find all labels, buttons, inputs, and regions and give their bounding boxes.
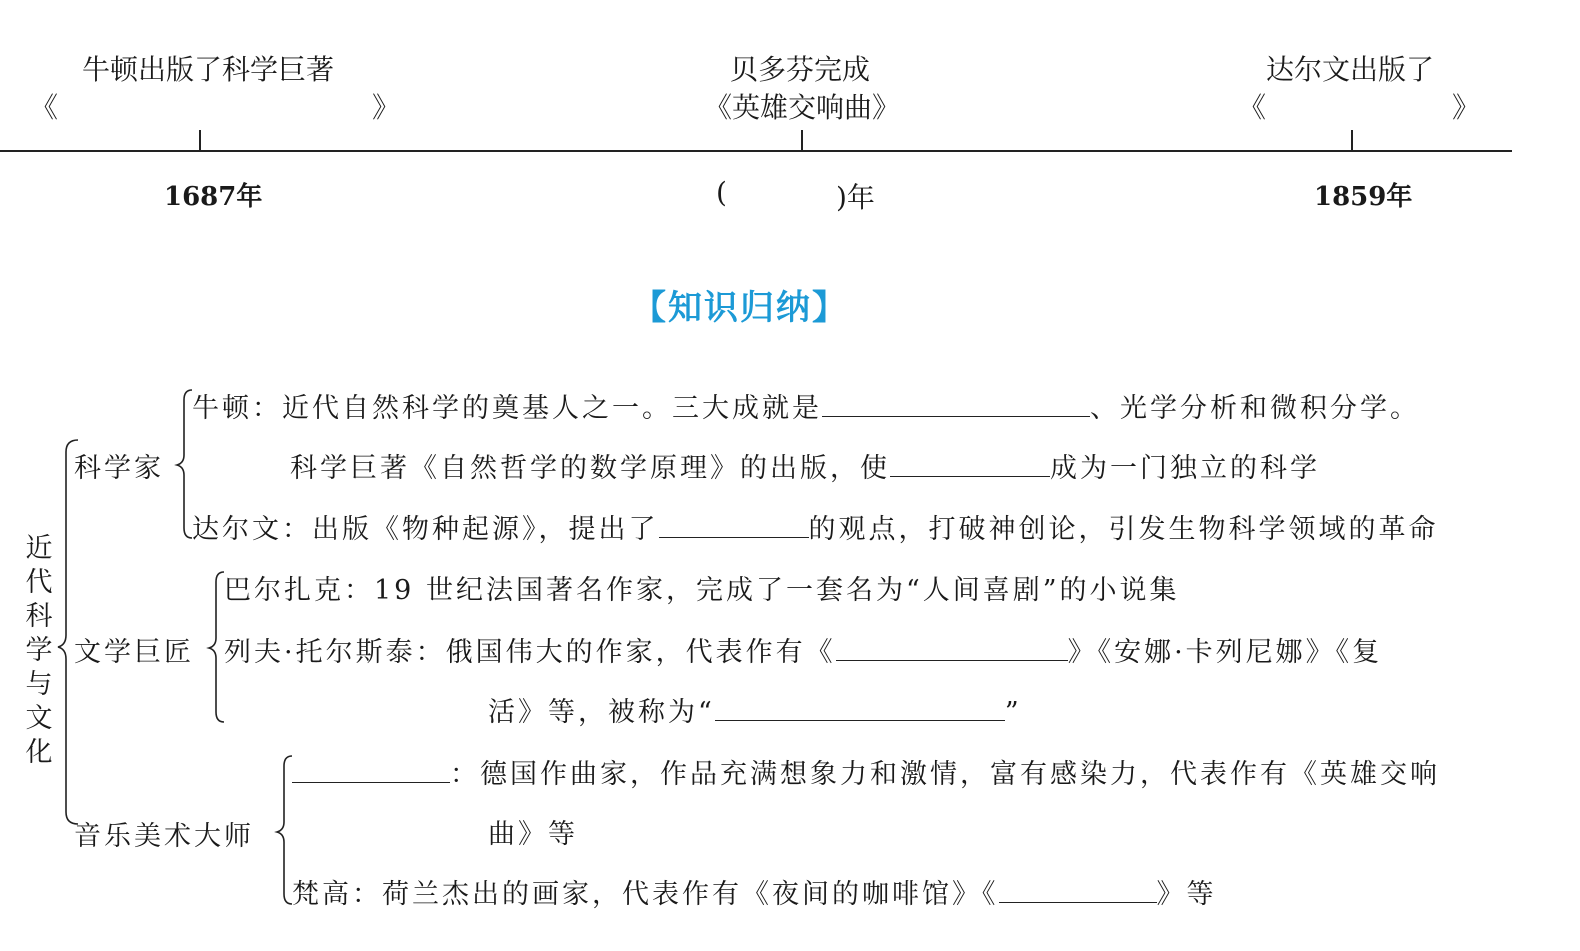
event-1-label: 牛顿出版了科学巨著 bbox=[82, 53, 335, 86]
literature-brace bbox=[209, 572, 224, 722]
tolstoy-line-2: 活》等，被称为“ ” bbox=[488, 690, 1022, 729]
beethoven-line-1: ：德国作曲家，作品充满想象力和激情，富有感染力，代表作有《英雄交响 bbox=[292, 752, 1440, 791]
balzac-line: 巴尔扎克：19 世纪法国著名作家，完成了一套名为“人间喜剧”的小说集 bbox=[224, 575, 1180, 606]
blank-composer[interactable] bbox=[292, 756, 450, 783]
newton-line-1: 牛顿：近代自然科学的奠基人之一。三大成就是 、光学分析和微积分学。 bbox=[192, 386, 1420, 425]
event-2-work: 《英雄交响曲》 bbox=[704, 91, 901, 124]
blank-darwin-theory[interactable] bbox=[659, 511, 809, 538]
branch-scientists: 科学家 bbox=[74, 453, 164, 484]
event-3-label: 达尔文出版了 bbox=[1266, 53, 1435, 86]
newton-line-2: 科学巨著《自然哲学的数学原理》的出版，使 成为一门独立的科学 bbox=[290, 446, 1320, 485]
event-3-book-open: 《 bbox=[1238, 91, 1267, 124]
vangogh-line: 梵高：荷兰杰出的画家，代表作有《夜间的咖啡馆》《 》等 bbox=[292, 872, 1217, 911]
branch-music-art: 音乐美术大师 bbox=[74, 821, 254, 852]
tree-root-label: 近 代 科 学 与 文 化 bbox=[25, 533, 53, 768]
event-1-year: 1687年 bbox=[164, 182, 263, 212]
section-title: 【知识归纳】 bbox=[632, 288, 848, 328]
blank-newton-achievement[interactable] bbox=[822, 390, 1090, 417]
blank-tolstoy-work[interactable] bbox=[836, 634, 1068, 661]
beethoven-line-2: 曲》等 bbox=[488, 819, 578, 850]
blank-newton-science[interactable] bbox=[890, 450, 1050, 477]
music-brace bbox=[277, 756, 292, 904]
scientists-brace bbox=[177, 390, 192, 538]
event-2-year-open: ( bbox=[716, 176, 727, 209]
event-3-year: 1859年 bbox=[1314, 182, 1413, 212]
blank-vangogh-work[interactable] bbox=[999, 876, 1157, 903]
event-2-year-close: )年 bbox=[836, 181, 875, 214]
event-3-book-close: 》 bbox=[1452, 91, 1481, 124]
blank-tolstoy-title[interactable] bbox=[715, 694, 1005, 721]
event-1-book-close: 》 bbox=[372, 91, 401, 124]
event-1-book-open: 《 bbox=[30, 91, 59, 124]
tolstoy-line-1: 列夫·托尔斯泰：俄国伟大的作家，代表作有《 》《安娜·卡列尼娜》《复 bbox=[224, 630, 1382, 669]
darwin-line: 达尔文：出版《物种起源》，提出了 的观点，打破神创论，引发生物科学领域的革命 bbox=[192, 507, 1439, 546]
branch-literature: 文学巨匠 bbox=[74, 637, 194, 668]
event-2-label: 贝多芬完成 bbox=[730, 53, 871, 86]
